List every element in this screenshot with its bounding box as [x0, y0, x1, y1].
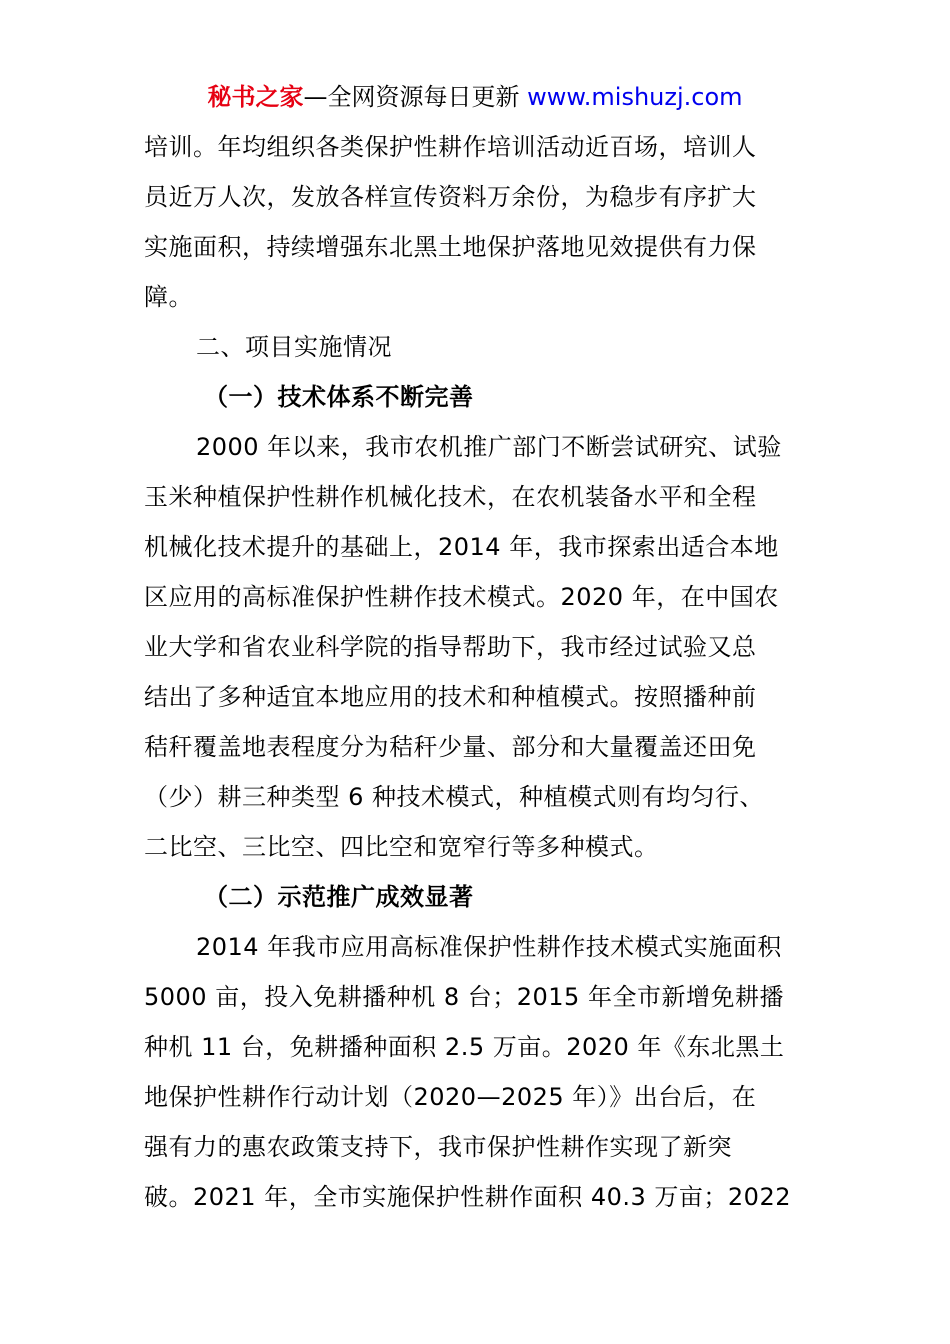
- subsection-heading: （一）技术体系不断完善: [204, 383, 474, 411]
- paragraph-line: 培训。年均组织各类保护性耕作培训活动近百场，培训人: [144, 133, 757, 161]
- page-header: [0, 80, 950, 114]
- paragraph-line: 机械化技术提升的基础上，2014 年，我市探索出适合本地: [144, 533, 779, 561]
- paragraph-line: 区应用的高标准保护性耕作技术模式。2020 年，在中国农: [144, 583, 779, 611]
- document-body: [144, 122, 808, 1222]
- paragraph-line: 强有力的惠农政策支持下，我市保护性耕作实现了新突: [144, 1133, 732, 1161]
- paragraph-line: 破。2021 年，全市实施保护性耕作面积 40.3 万亩；2022: [144, 1183, 791, 1211]
- paragraph-line: 5000 亩，投入免耕播种机 8 台；2015 年全市新增免耕播: [144, 983, 784, 1011]
- subsection-heading: （二）示范推广成效显著: [204, 883, 474, 911]
- paragraph-line: 秸秆覆盖地表程度分为秸秆少量、部分和大量覆盖还田免: [144, 733, 757, 761]
- paragraph-line: 2000 年以来，我市农机推广部门不断尝试研究、试验: [196, 433, 782, 461]
- paragraph-line: 实施面积，持续增强东北黑土地保护落地见效提供有力保: [144, 233, 757, 261]
- paragraph-line: 结出了多种适宜本地应用的技术和种植模式。按照播种前: [144, 683, 757, 711]
- header-slogan: —全网资源每日更新: [303, 83, 528, 111]
- site-link[interactable]: www.mishuzj.com: [527, 83, 743, 111]
- paragraph-line: 员近万人次，发放各样宣传资料万余份，为稳步有序扩大: [144, 183, 757, 211]
- paragraph-line: 障。: [144, 283, 193, 311]
- paragraph-line: （少）耕三种类型 6 种技术模式，种植模式则有均匀行、: [144, 783, 765, 811]
- brand-name: 秘书之家: [207, 83, 304, 111]
- section-heading: 二、项目实施情况: [196, 333, 392, 361]
- paragraph-line: 种机 11 台，免耕播种面积 2.5 万亩。2020 年《东北黑土: [144, 1033, 785, 1061]
- paragraph-line: 二比空、三比空、四比空和宽窄行等多种模式。: [144, 833, 659, 861]
- paragraph-line: 地保护性耕作行动计划（2020—2025 年）》出台后，在: [144, 1083, 757, 1111]
- paragraph-line: 玉米种植保护性耕作机械化技术，在农机装备水平和全程: [144, 483, 757, 511]
- paragraph-line: 业大学和省农业科学院的指导帮助下，我市经过试验又总: [144, 633, 757, 661]
- paragraph-line: 2014 年我市应用高标准保护性耕作技术模式实施面积: [196, 933, 782, 961]
